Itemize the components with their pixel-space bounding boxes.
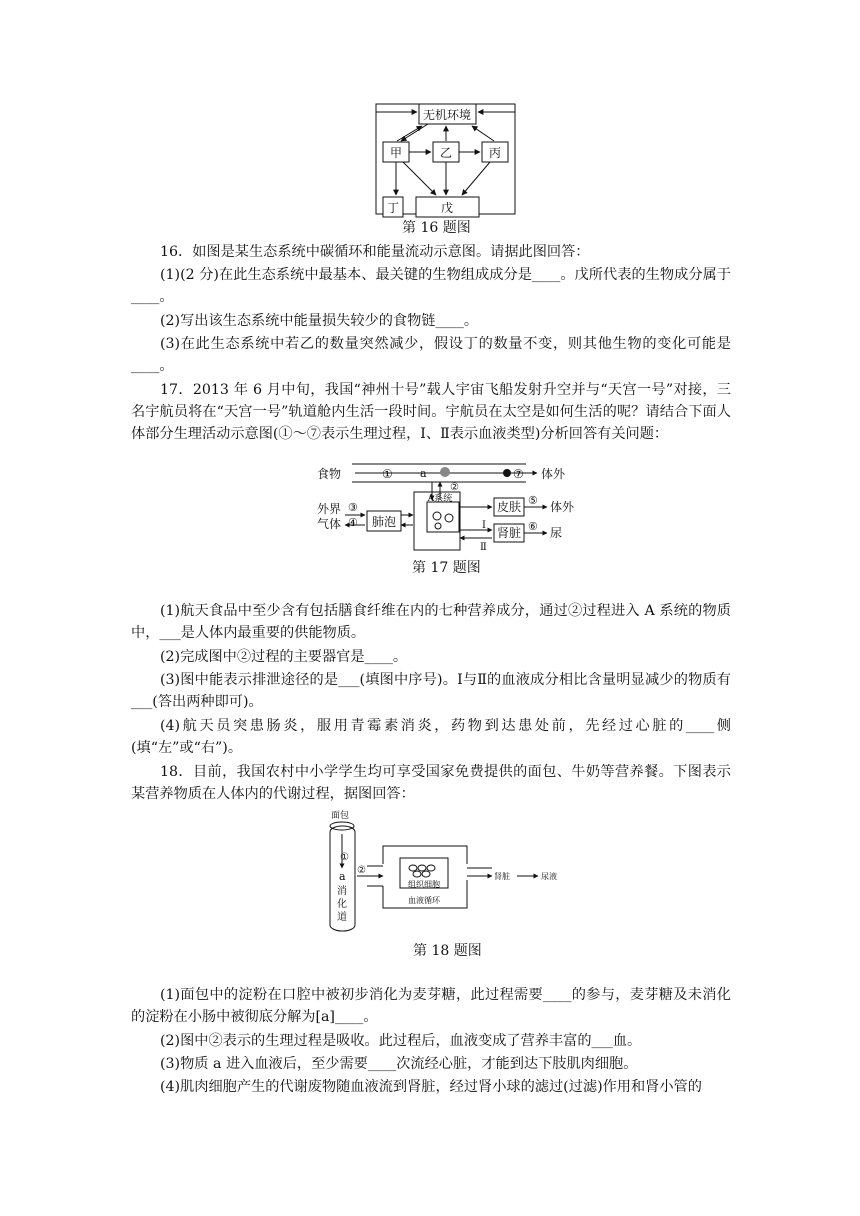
food-label: 食物	[317, 467, 342, 481]
q16-sub2: (2)写出该生态系统中能量损失较少的食物链____。	[160, 313, 479, 329]
figure-17-caption: 第 17 题图	[412, 560, 481, 576]
figure-16-diagram	[0, 0, 860, 220]
step5-label: ⑤	[528, 494, 538, 507]
step4-label: ④	[348, 516, 358, 529]
step6-label: ⑥	[528, 520, 538, 533]
step3-label: ③	[348, 501, 358, 514]
kidney-label: 肾脏	[496, 526, 522, 540]
step7-label: ⑦	[513, 467, 524, 481]
urine-label: 尿	[550, 526, 563, 540]
q17-sub2: (2)完成图中②过程的主要器官是____。	[160, 649, 408, 665]
q18-sub4: (4)肌肉细胞产生的代谢废物随血液流到肾脏，经过肾小球的滤过(过滤)作用和肾小管的	[160, 1079, 702, 1095]
q18-stem: 18．目前，我国农村中小学学生均可享受国家免费提供的面包、牛奶等营养餐。下图表示某营养物质在人体内的代谢过程，据图回答：	[131, 764, 731, 802]
blood-circulation-label: 血液循环	[408, 896, 440, 905]
figure-18-caption: 第 18 题图	[413, 943, 482, 959]
q17-stem: 17．2013 年 6 月中旬，我国“神州十号”载人宇宙飞船发射升空并与“天宫一号”对接，三名宇航员将在“天宫一号”轨道舱内生活一段时间。宇航员在太空是如何生活的呢？请结合下面人体部分生理活动示意图(①～⑦表示生理过程，Ⅰ、Ⅱ表示血液类型)分析回答有关问题：	[131, 382, 731, 442]
blood-type-2-label: Ⅱ	[480, 542, 487, 553]
bread-label: 面包	[331, 811, 350, 821]
q16-stem: 16．如图是某生态系统中碳循环和能量流动示意图。请据此图回答：	[160, 244, 590, 260]
outside-label-2: 体外	[550, 500, 575, 514]
q17-sub3: (3)图中能表示排泄途径的是___(填图中序号)。Ⅰ与Ⅱ的血液成分相比含量明显减少的物质有___(答出两种即可)。	[131, 672, 731, 710]
figure-16-caption: 第 16 题图	[402, 220, 471, 236]
a-label: a	[420, 467, 427, 480]
bing-label: 丙	[488, 146, 502, 160]
step2-label: ②	[450, 482, 459, 493]
ding-label: 丁	[386, 201, 400, 215]
outside-label-1: 体外	[541, 467, 566, 481]
figure-18-diagram	[0, 806, 860, 936]
tube-char-3: 道	[337, 912, 347, 923]
inorganic-environment-label: 无机环境	[422, 108, 472, 122]
wu-label: 戊	[440, 201, 454, 215]
q16-sub3: (3)在此生态系统中若乙的数量突然减少，假设丁的数量不变，则其他生物的变化可能是____。	[131, 336, 731, 374]
outer-label-2: 气体	[317, 517, 342, 531]
q18-sub2: (2)图中②表示的生理过程是吸收。此过程后，血液变成了营养丰富的___血。	[160, 1033, 642, 1049]
a-label-18: a	[339, 870, 346, 883]
step2-label-18: ②	[357, 865, 366, 876]
urine-label-18: 尿液	[541, 872, 557, 881]
yi-label: 乙	[439, 146, 453, 160]
blood-type-1-label: Ⅰ	[482, 520, 486, 531]
q18-sub1: (1)面包中的淀粉在口腔中被初步消化为麦芽糖，此过程需要____的参与，麦芽糖及未消化的淀粉在小肠中被彻底分解为[a]____。	[131, 987, 731, 1025]
step1-label: ①	[382, 467, 393, 481]
outer-label-1: 外界	[317, 502, 342, 516]
tube-char-2: 化	[337, 899, 347, 910]
q17-sub1: (1)航天食品中至少含有包括膳食纤维在内的七种营养成分，通过②过程进入 A 系统的物质中，___是人体内最重要的供能物质。	[131, 603, 731, 641]
lung-label: 肺泡	[371, 515, 397, 529]
q16-sub1: (1)(2 分)在此生态系统中最基本、最关键的生物组成成分是____。戊所代表的生物成分属于____。	[131, 267, 731, 305]
tissue-cells-label: 组织细胞	[408, 880, 440, 889]
q18-sub3: (3)物质 a 进入血液后，至少需要____次流经心脏，才能到达下肢肌肉细胞。	[160, 1056, 638, 1072]
a-system-label: A系统	[427, 494, 453, 504]
jia-label: 甲	[389, 146, 403, 160]
kidney-label-18: 肾脏	[494, 872, 510, 881]
figure-17-diagram	[0, 458, 860, 618]
skin-label: 皮肤	[496, 500, 522, 514]
q17-sub4: (4)航天员突患肠炎，服用青霉素消炎，药物到达患处前，先经过心脏的____侧(填“左”或“右”)。	[131, 718, 731, 756]
tube-char-1: 消	[337, 886, 347, 897]
step1-label-18: ①	[340, 852, 349, 863]
